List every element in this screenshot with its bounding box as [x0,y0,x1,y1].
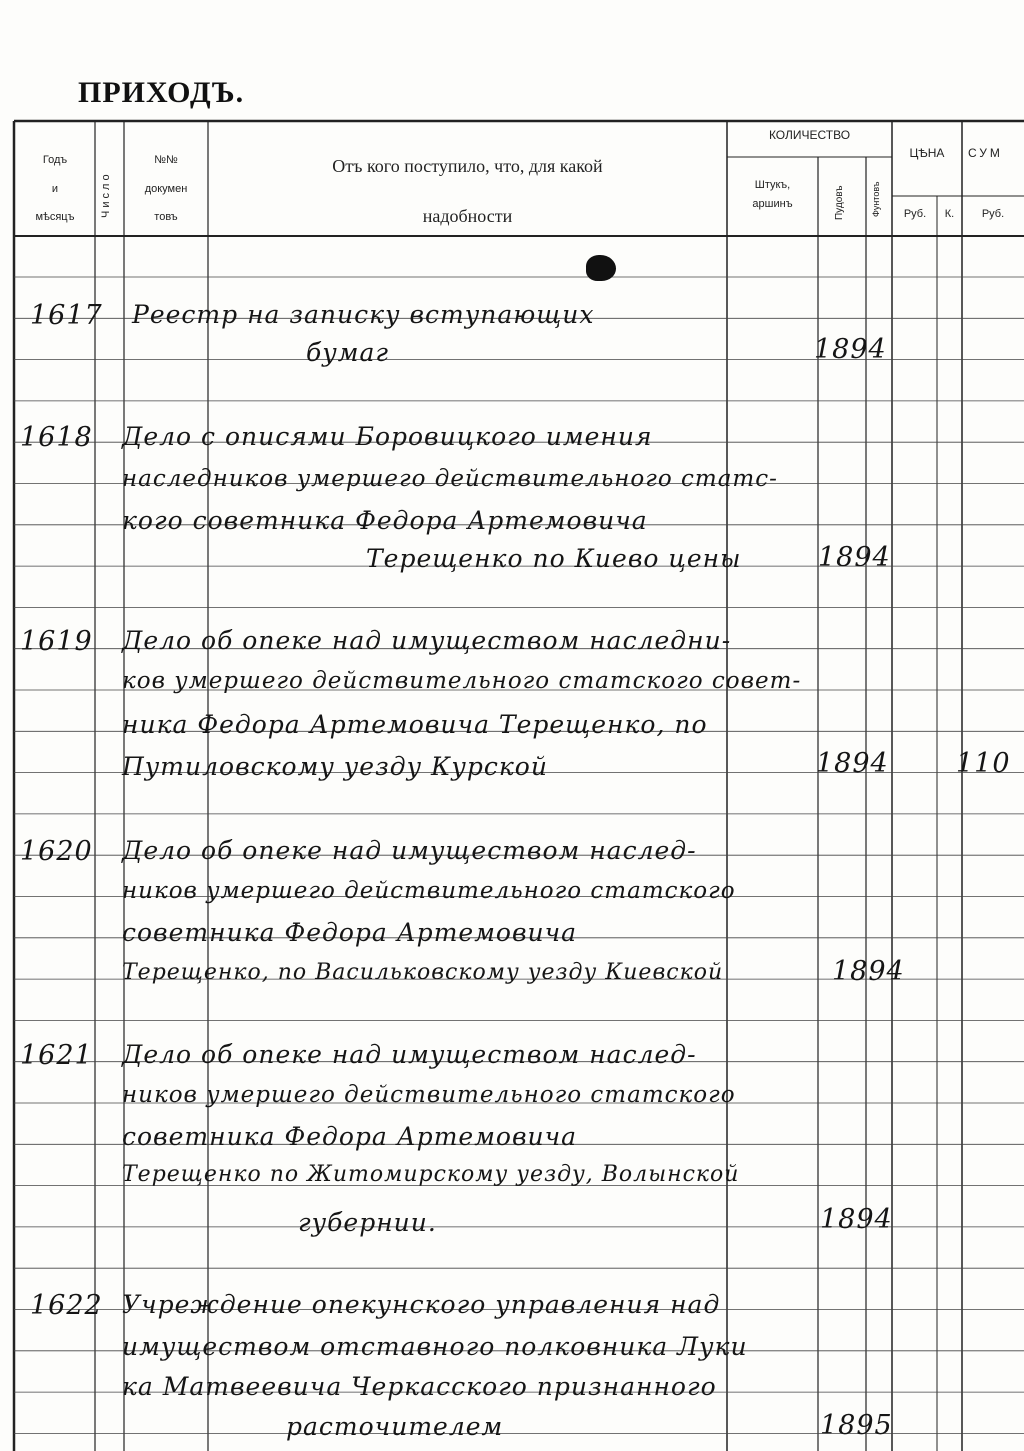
header-arshin-label: аршинъ [752,197,793,210]
entry-line: Терещенко по Житомирскому уезду, Волынской [122,1162,740,1187]
header-and-label: и [51,182,59,195]
entry-line: Путиловскому уезду Курской [122,752,548,781]
header-description-line-2: надобности [422,206,513,227]
entry-year: 1894 [818,542,891,573]
header-price-rub: Руб. [903,208,927,220]
header-price-kop: К. [944,208,955,220]
entry-year: 1894 [832,956,905,987]
entry-year: 1894 [820,1204,893,1235]
entry-line: Дело об опеке над имуществом наслед- [122,1040,697,1069]
entry-line: ников умершего действительного статского [122,1082,736,1108]
entry-line: ников умершего действительного статского [122,878,736,904]
entry-line: расточителем [286,1412,504,1441]
entry-line: Терещенко, по Васильковскому уезду Киевской [122,960,724,985]
entry-line: ков умершего действительного статского совет- [122,668,802,694]
entry-number: 1617 [30,300,103,331]
entry-year: 1894 [816,748,889,779]
entry-line: Терещенко по Киево цены [366,544,742,573]
entry-number: 1620 [20,836,93,867]
entry-line: советника Федора Артемовича [122,918,578,947]
entry-line: наследников умершего действительного статс- [122,466,778,492]
entry-line: Реестр на записку вступающих [132,300,595,329]
entry-line: ка Матвеевича Черкасского признанного [122,1372,717,1401]
page-title: ПРИХОДЪ. [78,76,245,109]
entry-line: бумаг [306,338,390,367]
header-sum-rub: Руб. [981,208,1005,220]
header-month-label: мѣсяцъ [35,211,75,224]
entry-line: ника Федора Артемовича Терещенко, по [122,710,708,739]
entry-line: Учреждение опекунского управления над [122,1290,721,1319]
header-pounds: Фунтовъ [871,181,881,217]
header-sum: СУМ [968,146,1003,160]
header-description [210,141,725,242]
header-year-month [16,146,94,232]
header-year-label: Годъ [42,154,68,166]
header-poods: Пудовъ [834,185,845,220]
entry-number: 1619 [20,626,93,657]
header-description-line-1: Отъ кого поступило, что, для какой [332,156,603,176]
header-pieces-label: Штукъ, [754,179,791,191]
header-doc-no-sign: №№ [154,154,178,166]
header-doc-label-2: товъ [154,211,178,224]
entry-line: губернии. [298,1208,437,1237]
entry-year: 1894 [814,334,887,365]
header-pieces [728,176,817,213]
entry-number: 1621 [20,1040,93,1071]
entry-line: кого советника Федора Артемовича [122,506,648,535]
entry-year: 1895 [820,1410,893,1441]
entry-line: имуществом отставного полковника Луки [122,1332,748,1361]
entry-number: 1618 [20,422,93,453]
entry-number: 1622 [30,1290,103,1321]
header-price: ЦѢНА [909,146,945,160]
header-day: Число [100,171,112,219]
ink-blot [586,255,616,281]
header-quantity: КОЛИЧЕСТВО [768,128,851,142]
entry-line: Дело с описями Боровицкого имения [122,422,653,451]
header-doc-label-1: докумен [144,182,188,195]
entry-line: Дело об опеке над имуществом наследни- [122,626,732,655]
entry-line: Дело об опеке над имуществом наслед- [122,836,697,865]
header-doc-no [126,146,206,232]
entry-sum: 110 [956,748,1011,779]
entry-line: советника Федора Артемовича [122,1122,578,1151]
